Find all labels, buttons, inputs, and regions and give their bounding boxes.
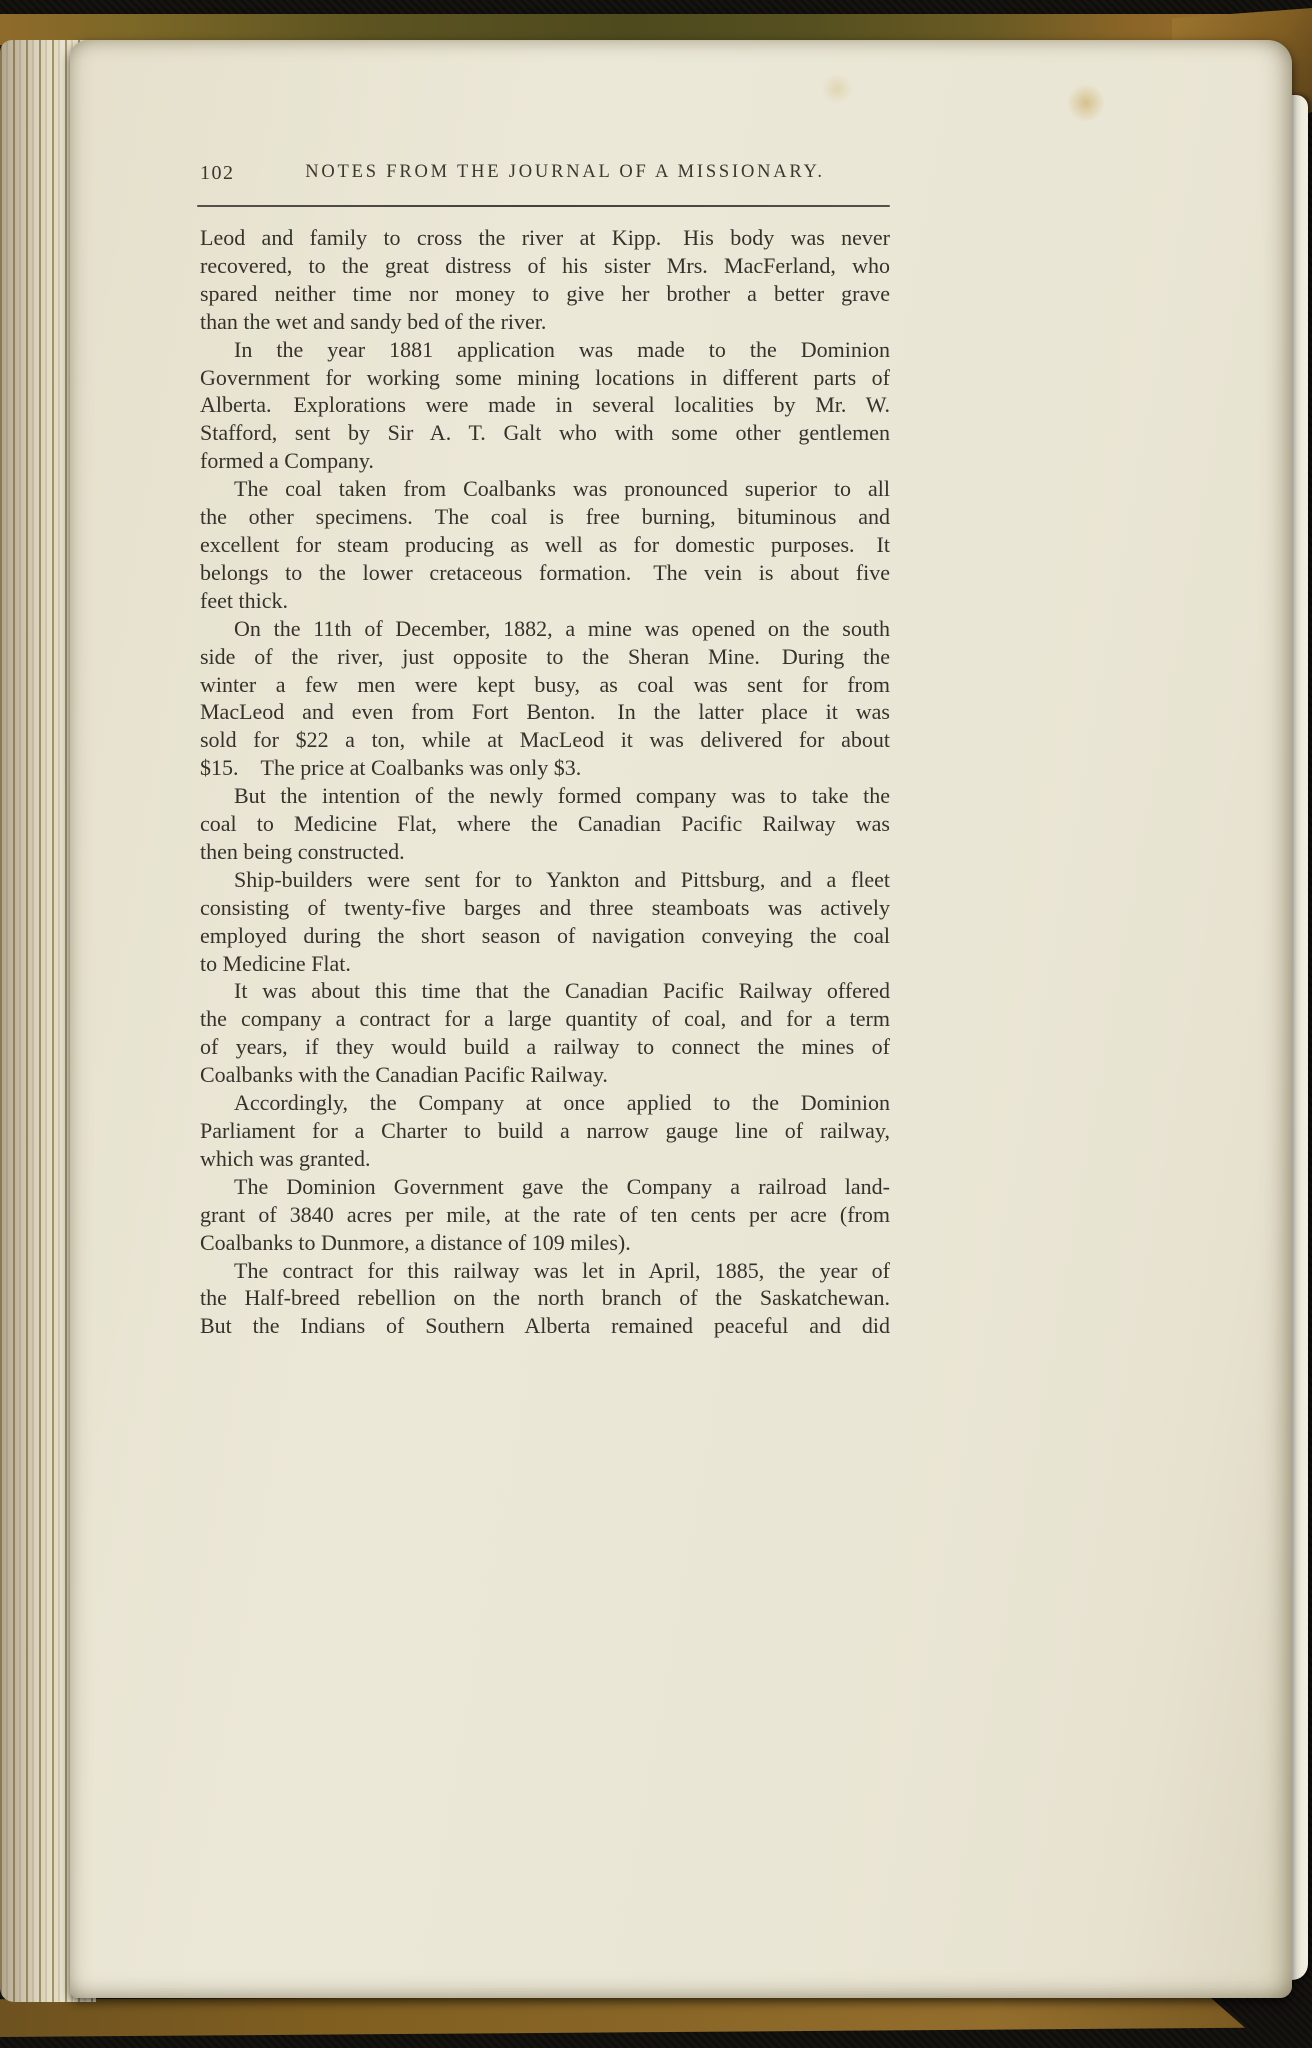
header-rule bbox=[197, 205, 890, 207]
text-line: belongs to the lower cretaceous formation. The vein is about five bbox=[200, 559, 890, 585]
text-line: Coalbanks with the Canadian Pacific Railway. bbox=[200, 1062, 608, 1088]
text-line: Accordingly, the Company at once applied to the Dominion bbox=[234, 1090, 890, 1116]
page-number: 102 bbox=[200, 162, 235, 184]
text-line: Ship-builders were sent for to Yankton and Pittsburg, and a fleet bbox=[234, 866, 890, 892]
text-line: then being constructed. bbox=[200, 838, 405, 864]
text-line: recovered, to the great distress of his sister Mrs. MacFerland, who bbox=[200, 252, 890, 278]
text-line: Government for working some mining locations in different parts of bbox=[200, 364, 890, 390]
text-line: spared neither time nor money to give her brother a better grave bbox=[200, 280, 890, 306]
text-line: Coalbanks to Dunmore, a distance of 109 miles). bbox=[200, 1229, 631, 1255]
text-line: $15. The price at Coalbanks was only $3. bbox=[200, 755, 582, 781]
text-line: The coal taken from Coalbanks was pronounced superior to all bbox=[234, 476, 890, 502]
text-line: than the wet and sandy bed of the river. bbox=[200, 308, 547, 334]
paragraph bbox=[200, 1257, 890, 1341]
text-line: of years, if they would build a railway to connect the mines of bbox=[200, 1034, 890, 1060]
text-line: excellent for steam producing as well as for domestic purposes. It bbox=[200, 531, 890, 557]
text-line: feet thick. bbox=[200, 587, 288, 613]
text-line: winter a few men were kept busy, as coal was sent for from bbox=[200, 671, 890, 697]
text-line: employed during the short season of navigation conveying the coal bbox=[200, 922, 890, 948]
text-line: In the year 1881 application was made to the Dominion bbox=[234, 336, 890, 362]
text-line: coal to Medicine Flat, where the Canadian Pacific Railway was bbox=[200, 811, 890, 837]
page-body-text bbox=[200, 224, 890, 1340]
text-line: The Dominion Government gave the Company a railroad land- bbox=[234, 1173, 890, 1199]
text-line: The contract for this railway was let in April, 1885, the year of bbox=[234, 1257, 890, 1283]
text-line: grant of 3840 acres per mile, at the rate of ten cents per acre (from bbox=[200, 1201, 890, 1227]
text-line: side of the river, just opposite to the Sheran Mine. During the bbox=[200, 643, 890, 669]
text-line: MacLeod and even from Fort Benton. In the latter place it was bbox=[200, 699, 890, 725]
paragraph bbox=[200, 1089, 890, 1173]
page-header bbox=[200, 158, 890, 190]
paragraph bbox=[200, 1173, 890, 1257]
text-line: which was granted. bbox=[200, 1145, 371, 1171]
paragraph bbox=[200, 615, 890, 782]
running-header-title: NOTES FROM THE JOURNAL OF A MISSIONARY. bbox=[305, 162, 825, 182]
paragraph bbox=[200, 866, 890, 978]
text-line: to Medicine Flat. bbox=[200, 950, 351, 976]
text-line: formed a Company. bbox=[200, 448, 374, 474]
paragraph bbox=[200, 475, 890, 615]
paragraph bbox=[200, 224, 890, 336]
text-line: But the Indians of Southern Alberta remained peaceful and did bbox=[200, 1313, 890, 1339]
paragraph bbox=[200, 336, 890, 476]
paragraph bbox=[200, 782, 890, 866]
text-line: Leod and family to cross the river at Kipp. His body was never bbox=[200, 225, 890, 250]
text-line: the other specimens. The coal is free burning, bituminous and bbox=[200, 504, 890, 530]
text-line: the Half-breed rebellion on the north branch of the Saskatchewan. bbox=[200, 1285, 890, 1311]
text-line: the company a contract for a large quantity of coal, and for a term bbox=[200, 1006, 890, 1032]
text-line: But the intention of the newly formed company was to take the bbox=[234, 783, 890, 809]
text-line: Parliament for a Charter to build a narrow gauge line of railway, bbox=[200, 1118, 890, 1143]
text-line: On the 11th of December, 1882, a mine was opened on the south bbox=[234, 615, 890, 641]
text-line: consisting of twenty-five barges and three steamboats was actively bbox=[200, 894, 890, 920]
text-line: Alberta. Explorations were made in several localities by Mr. W. bbox=[200, 392, 890, 418]
text-line: Stafford, sent by Sir A. T. Galt who with some other gentlemen bbox=[200, 420, 890, 446]
text-line: sold for $22 a ton, while at MacLeod it was delivered for about bbox=[200, 727, 890, 753]
paragraph bbox=[200, 977, 890, 1089]
text-line: It was about this time that the Canadian Pacific Railway offered bbox=[234, 978, 890, 1004]
